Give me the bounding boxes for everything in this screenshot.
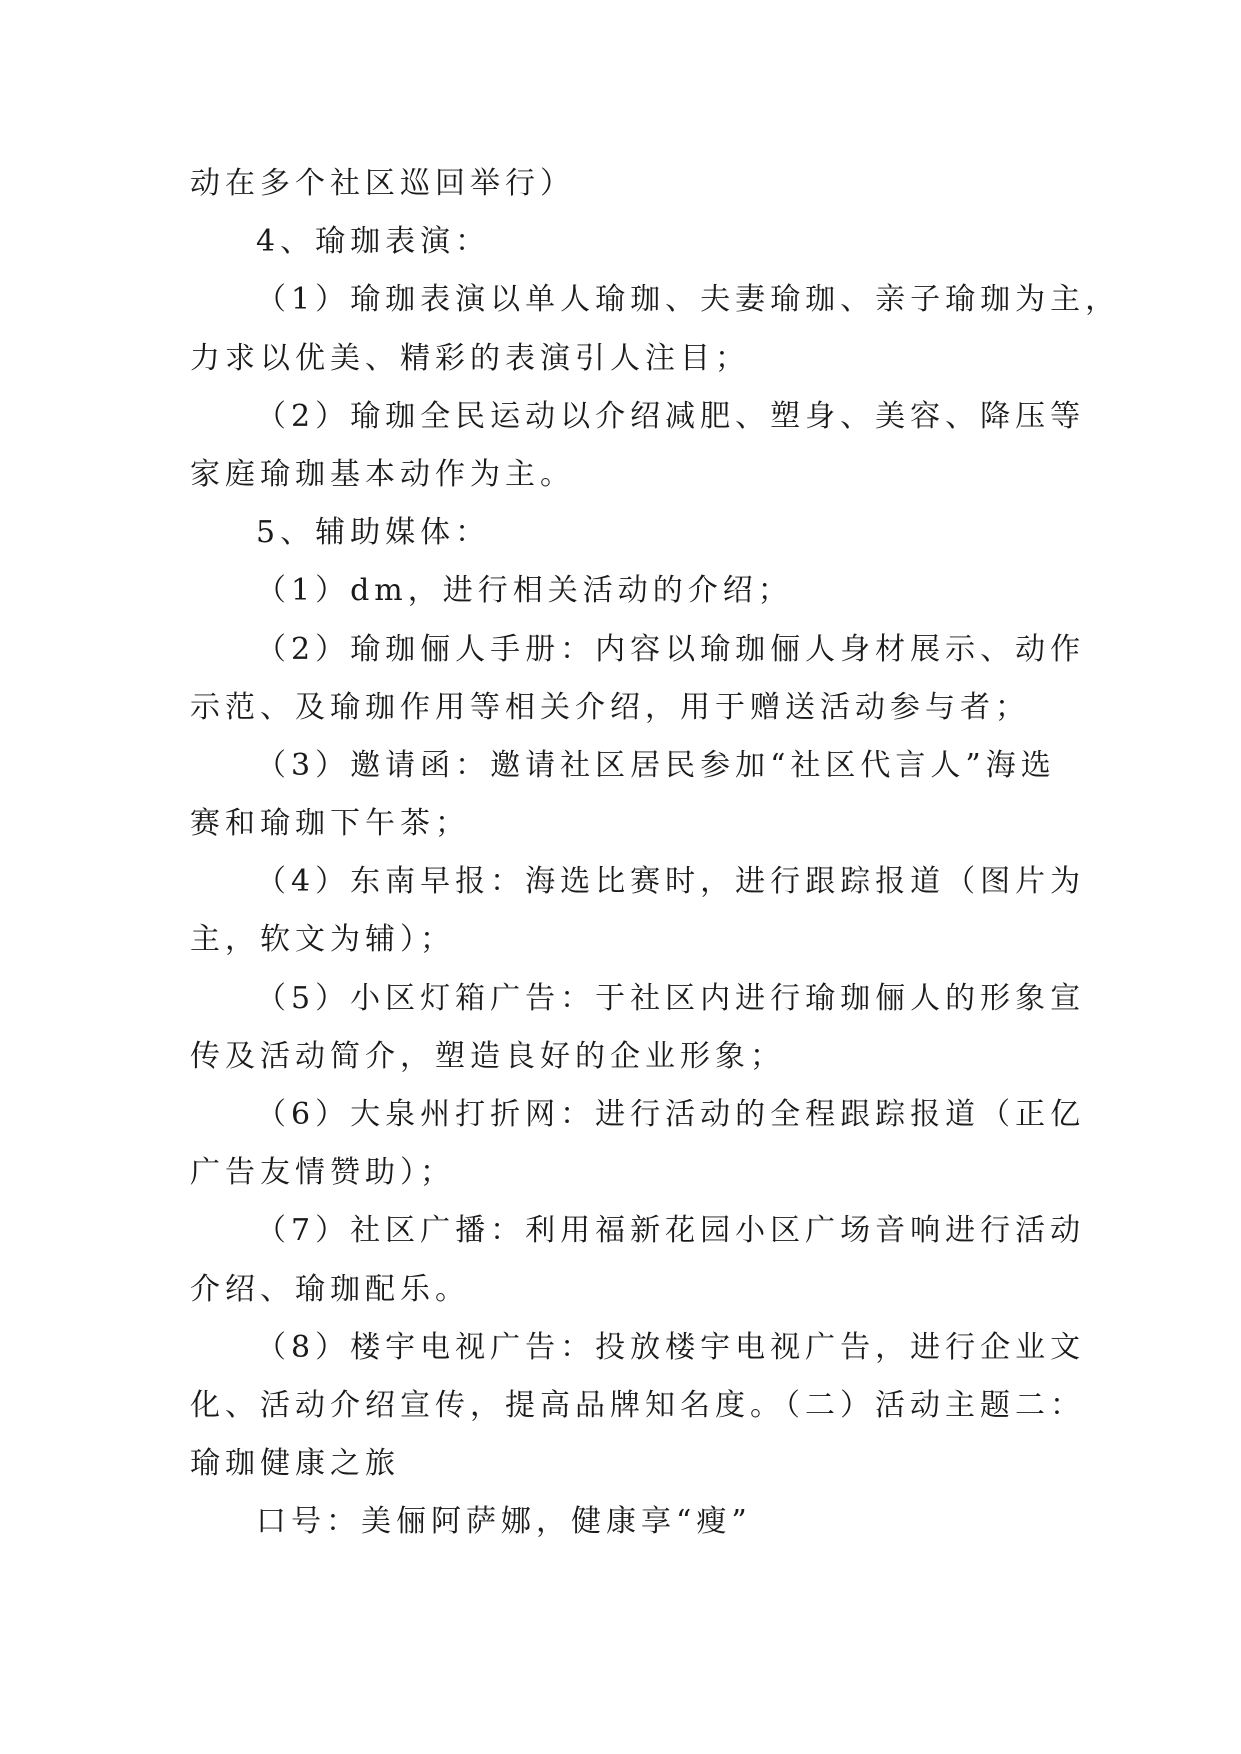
text-line: 赛和瑜珈下午茶；	[190, 806, 470, 842]
text-line: （4）东南早报：海选比赛时，进行跟踪报道（图片为	[256, 864, 1086, 900]
text-line: （6）大泉州打折网：进行活动的全程跟踪报道（正亿	[256, 1097, 1086, 1132]
text-line: 示范、及瑜珈作用等相关介绍，用于赠送活动参与者；	[190, 689, 1030, 725]
text-line: （8）楼宇电视广告：投放楼宇电视广告，进行企业文	[256, 1329, 1086, 1365]
text-line: （3）邀请函：邀请社区居民参加“社区代言人”海选	[256, 747, 1056, 783]
text-line: （1）dm，进行相关活动的介绍；	[256, 573, 793, 609]
text-line: （7）社区广播：利用福新花园小区广场音响进行活动	[256, 1213, 1086, 1249]
text-line: 口号：美俪阿萨娜，健康享“瘦”	[256, 1504, 752, 1540]
text-line: （2）瑜珈全民运动以介绍减肥、塑身、美容、降压等	[256, 398, 1086, 434]
text-line: 瑜珈健康之旅	[190, 1446, 400, 1482]
text-line: 主，软文为辅）；	[190, 922, 455, 958]
text-line: 4、瑜珈表演：	[256, 224, 491, 260]
text-line: 力求以优美、精彩的表演引人注目；	[190, 340, 750, 376]
text-line: （1）瑜珈表演以单人瑜珈、夫妻瑜珈、亲子瑜珈为主，	[256, 282, 1121, 318]
text-line: （5）小区灯箱广告：于社区内进行瑜珈俪人的形象宣	[256, 980, 1086, 1016]
text-line: （2）瑜珈俪人手册：内容以瑜珈俪人身材展示、动作	[256, 631, 1086, 667]
text-line: 家庭瑜珈基本动作为主。	[190, 456, 575, 492]
text-line: 广告友情赞助）；	[190, 1155, 455, 1191]
text-line: 5、辅助媒体：	[256, 515, 491, 551]
text-line: 化、活动介绍宣传，提高品牌知名度。（二）活动主题二：	[190, 1387, 1085, 1423]
text-line: 介绍、瑜珈配乐。	[190, 1271, 470, 1307]
document-body	[190, 155, 1121, 1552]
text-line: 动在多个社区巡回举行）	[190, 166, 575, 201]
text-line: 传及活动简介，塑造良好的企业形象；	[190, 1038, 785, 1074]
